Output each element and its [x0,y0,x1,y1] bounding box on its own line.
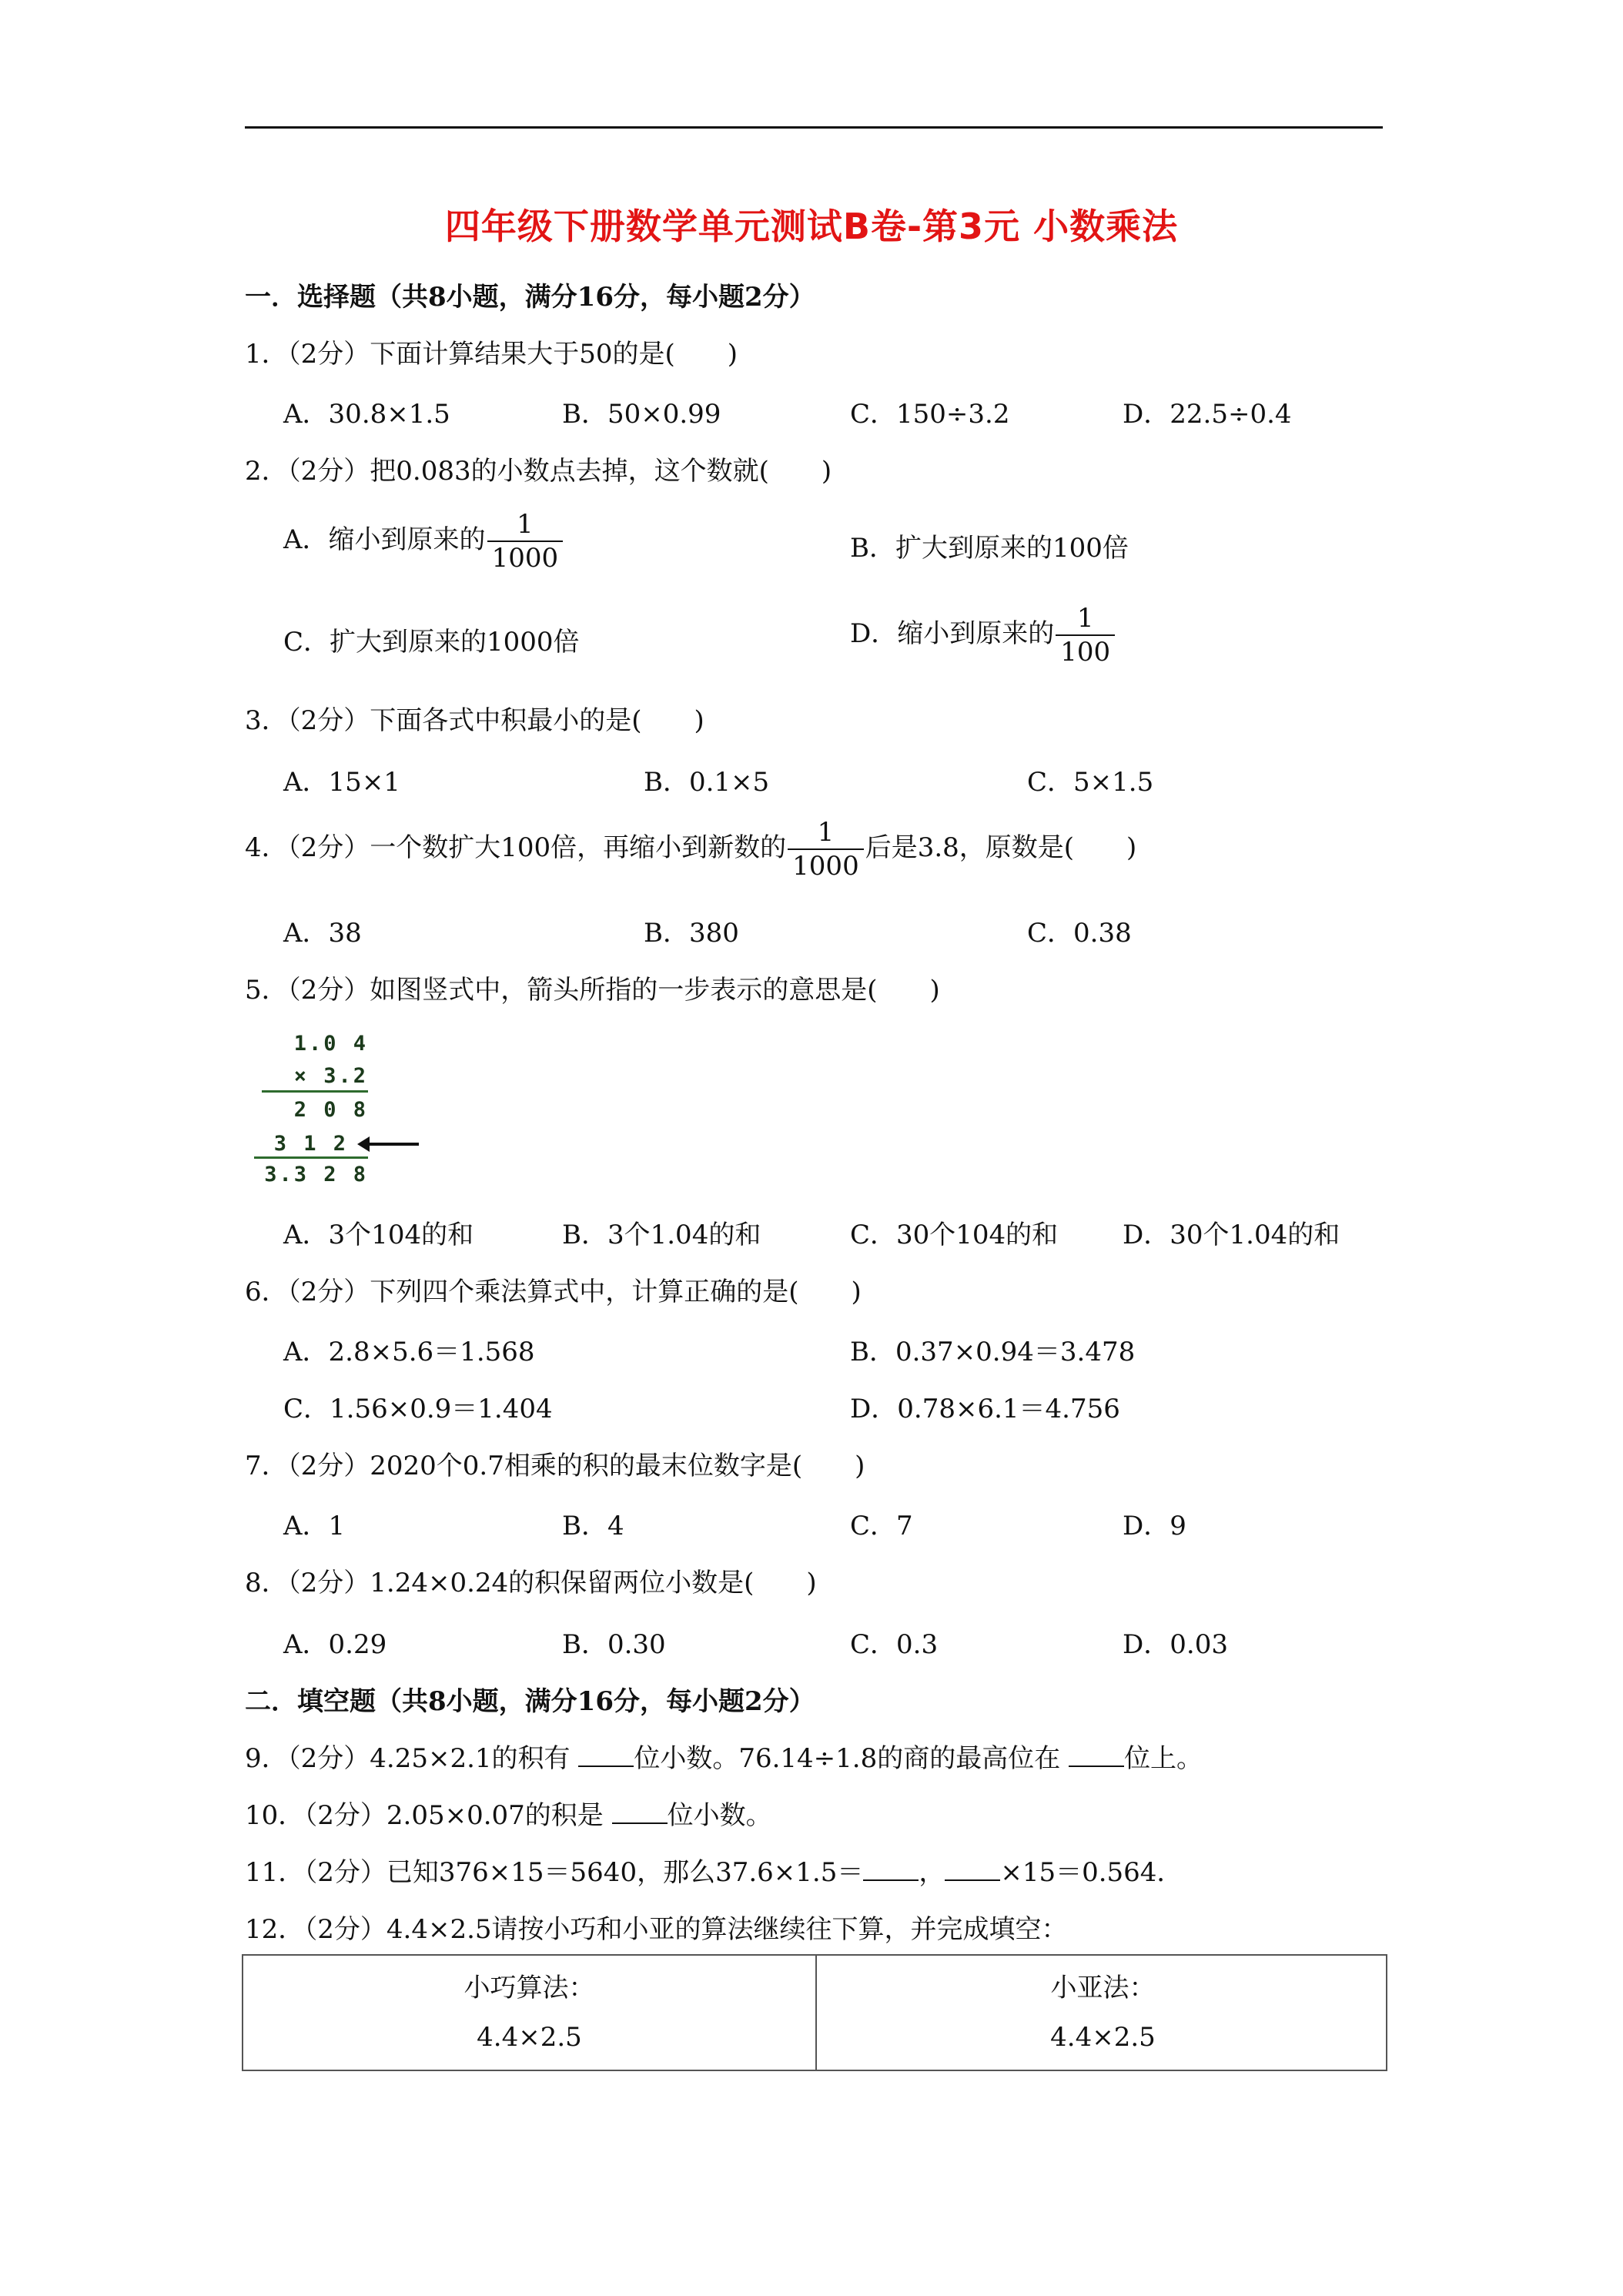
q4-text-end: 后是3.8，原数是( ) [865,832,1137,863]
q2-option-a[interactable] [283,509,564,574]
q3-option-c[interactable]: C．5×1.5 [1027,767,1154,798]
vertical-multiplication-figure [253,1024,422,1193]
q1-option-b[interactable]: B．50×0.99 [562,399,721,430]
q1-option-d[interactable]: D．22.5÷0.4 [1123,399,1292,430]
calc-line [262,1090,368,1093]
q7-option-c[interactable]: C．7 [850,1511,913,1541]
table-value-right: 4.4×2.5 [1050,2022,1156,2053]
q5-option-b[interactable]: B．3个1.04的和 [562,1220,761,1250]
q11-text-2: ， [919,1857,945,1888]
calc-row-partial-1: 2 0 8 [293,1098,368,1122]
answer-blank[interactable] [945,1856,1000,1881]
fraction-numerator: 1 [1056,605,1115,636]
question-12: 12．（2分）4.4×2.5请按小巧和小亚的算法继续往下算，并完成填空： [245,1914,1068,1945]
q7-option-b[interactable]: B．4 [562,1511,624,1541]
table-header-left: 小巧算法： [463,1973,595,2003]
q2-option-a-label: A．缩小到原来的 [283,524,486,555]
fraction-denominator: 1000 [792,851,859,882]
answer-blank[interactable] [1069,1742,1124,1767]
q5-option-c[interactable]: C．30个104的和 [850,1220,1059,1250]
q4-option-c[interactable]: C．0.38 [1027,918,1132,949]
fraction-numerator: 1 [788,819,864,850]
q6-option-b[interactable]: B．0.37×0.94＝3.478 [850,1337,1136,1367]
header-rule [245,126,1383,129]
q8-option-d[interactable]: D．0.03 [1123,1629,1228,1660]
q2-option-c[interactable]: C．扩大到原来的1000倍 [283,627,580,658]
q9-text-1: 9．（2分）4.25×2.1的积有 [245,1743,571,1774]
q8-option-c[interactable]: C．0.3 [850,1629,939,1660]
fraction-denominator: 1000 [491,543,559,574]
q3-option-a[interactable]: A．15×1 [283,767,400,798]
q6-option-d[interactable]: D．0.78×6.1＝4.756 [850,1394,1120,1424]
q3-option-b[interactable]: B．0.1×5 [644,767,770,798]
question-4 [245,817,1137,882]
q7-option-a[interactable]: A．1 [283,1511,346,1541]
q1-option-a[interactable]: A．30.8×1.5 [283,399,450,430]
section-heading-choice: 一．选择题（共8小题，满分16分，每小题2分） [245,282,815,313]
table-value-left: 4.4×2.5 [477,2022,582,2053]
q5-option-d[interactable]: D．30个1.04的和 [1123,1220,1340,1250]
table-header-right: 小亚法： [1050,1973,1156,2003]
fraction [1056,603,1115,668]
q6-option-c[interactable]: C．1.56×0.9＝1.404 [283,1394,553,1424]
page-title: 四年级下册数学单元测试B卷-第3元 小数乘法 [444,206,1179,247]
fraction-denominator: 100 [1060,637,1111,668]
question-3: 3．（2分）下面各式中积最小的是( ) [245,705,704,736]
q2-option-b[interactable]: B．扩大到原来的100倍 [850,533,1129,564]
calc-row-multiplier: × 3.2 [293,1064,368,1088]
q1-option-c[interactable]: C．150÷3.2 [850,399,1010,430]
calc-line [254,1156,368,1159]
q8-option-a[interactable]: A．0.29 [283,1629,387,1660]
q7-option-d[interactable]: D．9 [1123,1511,1186,1541]
question-1: 1．（2分）下面计算结果大于50的是( ) [245,339,738,370]
q4-option-a[interactable]: A．38 [283,918,362,949]
question-5: 5．（2分）如图竖式中，箭头所指的一步表示的意思是( ) [245,975,940,1006]
calc-row-partial-2: 3 1 2 [273,1132,348,1156]
question-11 [245,1851,1183,1889]
q4-option-b[interactable]: B．380 [644,918,739,949]
answer-blank[interactable] [578,1742,634,1767]
q11-text-3: ×15＝0.564． [1000,1857,1183,1888]
fraction-numerator: 1 [487,511,564,542]
q5-option-a[interactable]: A．3个104的和 [283,1220,474,1250]
question-6: 6．（2分）下列四个乘法算式中，计算正确的是( ) [245,1277,862,1307]
fraction [487,509,564,574]
question-10 [245,1794,772,1832]
question-7: 7．（2分）2020个0.7相乘的积的最末位数字是( ) [245,1451,865,1481]
q4-text-start: 4．（2分）一个数扩大100倍，再缩小到新数的 [245,832,787,863]
table-cell-right [817,1956,1389,2070]
table-cell-left [243,1956,815,2070]
calc-row-product: 3.3 2 8 [264,1163,368,1186]
q10-text-2: 位小数。 [667,1800,772,1831]
section-heading-fill: 二．填空题（共8小题，满分16分，每小题2分） [245,1686,815,1717]
calc-row-multiplicand: 1.0 4 [293,1032,368,1056]
q2-option-d[interactable] [850,603,1116,668]
method-table [242,1954,1387,2071]
q2-option-d-label: D．缩小到原来的 [850,618,1055,649]
q8-option-b[interactable]: B．0.30 [562,1629,666,1660]
question-9 [245,1737,1203,1775]
answer-blank[interactable] [863,1856,919,1881]
question-8: 8．（2分）1.24×0.24的积保留两位小数是( ) [245,1568,817,1598]
fraction [788,817,864,882]
answer-blank[interactable] [612,1799,668,1824]
arrow-shaft [365,1143,419,1146]
q11-text-1: 11．（2分）已知376×15＝5640，那么37.6×1.5＝ [245,1857,864,1888]
q10-text-1: 10．（2分）2.05×0.07的积是 [245,1800,604,1831]
question-2: 2．（2分）把0.083的小数点去掉，这个数就( ) [245,456,832,487]
q9-text-3: 位上。 [1124,1743,1203,1774]
q9-text-2: 位小数。76.14÷1.8的商的最高位在 [634,1743,1061,1774]
q6-option-a[interactable]: A．2.8×5.6＝1.568 [283,1337,535,1367]
